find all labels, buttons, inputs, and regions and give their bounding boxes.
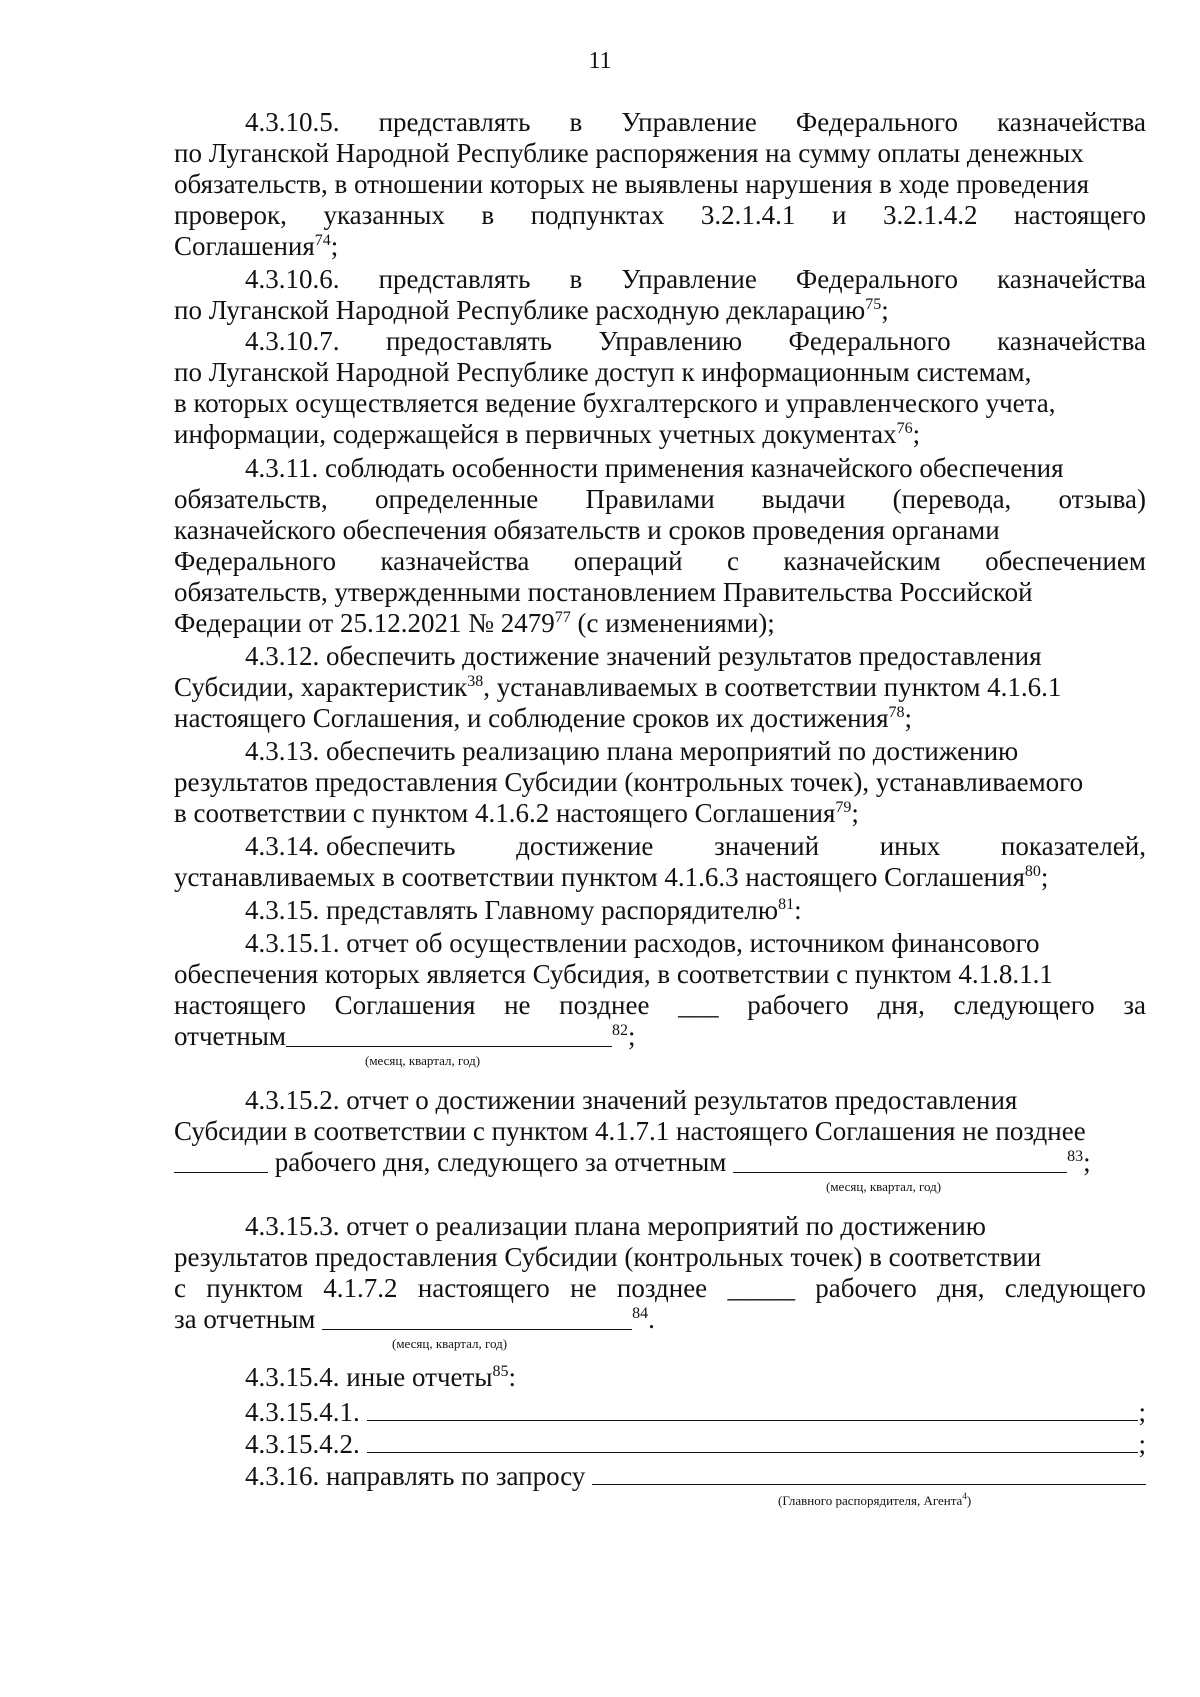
word: настоящего [417, 1273, 550, 1303]
word: следующего [953, 990, 1095, 1020]
p4-3-10-6-line-1 [245, 263, 1146, 295]
p4-3-10-5-line-2: по Луганской Народной Республике распоряжения на сумму оплаты денежных [174, 138, 1084, 168]
word: подпунктах [530, 200, 665, 230]
p4-3-15-3-line-2: результатов предоставления Субсидии (контрольных точек) в соответствии [174, 1242, 1042, 1272]
text: в соответствии с пунктом 4.1.6.2 настоящего Соглашения [174, 798, 836, 828]
text: ; [627, 1021, 636, 1051]
p4-3-10-5-line-5 [174, 230, 1146, 262]
word: представлять [378, 264, 531, 294]
text: ; [881, 295, 889, 325]
word: не [504, 990, 531, 1020]
text: ; [912, 419, 921, 449]
word: позднее [559, 990, 650, 1020]
word: 4.3.14. обеспечить [245, 831, 456, 861]
word: операций [573, 546, 683, 576]
recipient-blank-field[interactable] [592, 1460, 1146, 1485]
footnote-ref: 85 [492, 1363, 509, 1380]
p4-3-10-5-line-4 [174, 199, 1146, 231]
footnote-ref: 76 [896, 420, 913, 437]
word: отзыва) [1058, 484, 1146, 514]
text: ; [1138, 1397, 1146, 1427]
field-caption [778, 1493, 971, 1509]
p4-3-15-4-line-1 [245, 1361, 1146, 1393]
word: проверок, [174, 200, 287, 230]
text: информации, содержащейся в первичных учетных документах [174, 419, 897, 449]
text: Федерации от 25.12.2021 № 2479 [174, 608, 555, 638]
footnote-ref: 74 [314, 232, 331, 249]
p4-3-15-2-line-2: Субсидии в соответствии с пунктом 4.1.7.1 настоящего Соглашения не позднее [174, 1116, 1086, 1146]
footnote-ref: 81 [778, 896, 795, 913]
p4-3-15-4-1-line [245, 1396, 1146, 1428]
paragraph-number: 4.3.10.7. [245, 326, 340, 356]
word: с [174, 1273, 186, 1303]
text: 4.3.15. представлять Главному распорядителю [245, 895, 779, 925]
word: значений [714, 831, 820, 861]
other-report-1-field[interactable] [367, 1396, 1139, 1421]
p4-3-15-1-line-1: 4.3.15.1. отчет об осуществлении расходов, источником финансового [245, 928, 1040, 958]
p4-3-12-line-1: 4.3.12. обеспечить достижение значений результатов предоставления [245, 641, 1042, 671]
blank-field[interactable]: _____ [727, 1273, 795, 1303]
word: Управление [621, 264, 757, 294]
text: 4.3.15.4.1. [245, 1397, 360, 1427]
p4-3-10-5-line-3: обязательств, в отношении которых не выявлены нарушения в ходе проведения [174, 169, 1089, 199]
p4-3-10-7-line-3: в которых осуществляется ведение бухгалтерского и управленческого учета, [174, 388, 1056, 418]
p4-3-10-5-line-1 [245, 106, 1146, 138]
p4-3-15-3-line-4 [174, 1303, 1146, 1335]
word: позднее [616, 1273, 708, 1303]
text: , устанавливаемых в соответствии пунктом 4.1.6.1 [483, 672, 1062, 702]
text: Субсидии, характеристик [174, 672, 468, 702]
text: : [794, 895, 802, 925]
word: Федерального [795, 264, 958, 294]
text: Соглашения [174, 231, 315, 261]
p4-3-11-line-1: 4.3.11. соблюдать особенности применения казначейского обеспечения [245, 453, 1064, 483]
word: казначейства [997, 326, 1146, 356]
p4-3-15-3-line-3 [174, 1272, 1146, 1304]
p4-3-15-4-2-line [245, 1428, 1146, 1460]
word: показателей, [1000, 831, 1146, 861]
text: отчетным [174, 1021, 286, 1051]
word: 3.2.1.4.1 [700, 200, 796, 230]
word: иных [879, 831, 941, 861]
period-blank-field[interactable] [733, 1148, 1067, 1173]
word: Управлению [598, 326, 743, 356]
text: настоящего Соглашения, и соблюдение сроков их достижения [174, 703, 889, 733]
text: ; [851, 798, 859, 828]
word: дня, [877, 990, 925, 1020]
p4-3-15-line-1 [245, 894, 1146, 926]
word: за [1123, 990, 1146, 1020]
p4-3-15-1-line-4 [174, 1020, 1146, 1052]
word: настоящего [174, 990, 306, 1020]
p4-3-15-2-line-3 [174, 1146, 1146, 1178]
text: по Луганской Народной Республике расходную декларацию [174, 295, 866, 325]
p4-3-12-line-3 [174, 702, 1146, 734]
word: Федерального [795, 107, 958, 137]
p4-3-12-line-2 [174, 671, 1146, 703]
word: Правилами [585, 484, 715, 514]
footnote-ref: 83 [1067, 1148, 1084, 1165]
footnote-ref: 38 [467, 673, 484, 690]
word: настоящего [1014, 200, 1146, 230]
text: ; [1083, 1147, 1091, 1177]
word: дня, [937, 1273, 985, 1303]
footnote-ref: 77 [554, 609, 571, 626]
text: 4.3.16. направлять по запросу [245, 1461, 586, 1491]
word: казначейства [997, 264, 1146, 294]
word: рабочего [815, 1273, 917, 1303]
p4-3-14-line-2 [174, 861, 1146, 893]
p4-3-11-line-2 [174, 483, 1146, 515]
period-blank-field[interactable] [322, 1305, 632, 1330]
text: (с изменениями); [570, 608, 775, 638]
word: и [831, 200, 847, 230]
word: рабочего [747, 990, 849, 1020]
p4-3-11-line-3: казначейского обеспечения обязательств и сроков проведения органами [174, 515, 1000, 545]
footnote-ref: 82 [611, 1022, 628, 1039]
p4-3-11-line-4 [174, 545, 1146, 577]
p4-3-15-1-line-3 [174, 989, 1146, 1021]
word: казначейства [380, 546, 530, 576]
word: достижение [516, 831, 654, 861]
blank-field[interactable]: ___ [678, 990, 719, 1020]
p4-3-10-7-line-1 [245, 325, 1146, 357]
p4-3-13-line-3 [174, 797, 1146, 829]
p4-3-11-line-5: обязательств, утвержденными постановлением Правительства Российской [174, 577, 1033, 607]
p4-3-10-7-line-4 [174, 418, 1146, 450]
word: обеспечением [985, 546, 1146, 576]
field-caption: (месяц, квартал, год) [365, 1053, 481, 1068]
p4-3-15-1-line-2: обеспечения которых является Субсидия, в соответствии с пунктом 4.1.8.1.1 [174, 959, 1053, 989]
word: 4.1.7.2 [323, 1273, 398, 1303]
p4-3-13-line-2: результатов предоставления Субсидии (контрольных точек), устанавливаемого [174, 767, 1084, 797]
word: Соглашения [334, 990, 476, 1020]
word: Федерального [174, 546, 337, 576]
text: : [508, 1362, 516, 1392]
days-blank-field[interactable] [174, 1148, 268, 1173]
text: устанавливаемых в соответствии пунктом 4.1.6.3 настоящего Соглашения [174, 862, 1025, 892]
p4-3-14-line-1 [245, 830, 1146, 862]
text: ; [1138, 1429, 1146, 1459]
word: обязательств, [174, 484, 328, 514]
footnote-ref: 75 [865, 296, 882, 313]
field-caption: (месяц, квартал, год) [392, 1336, 508, 1351]
footnote-ref: 80 [1024, 863, 1041, 880]
paragraph-number: 4.3.10.5. [245, 107, 340, 137]
other-report-2-field[interactable] [367, 1428, 1139, 1453]
word: представлять [378, 107, 531, 137]
word: следующего [1004, 1273, 1146, 1303]
text: ; [904, 703, 913, 733]
paragraph-number: 4.3.10.6. [245, 264, 340, 294]
word: указанных [323, 200, 445, 230]
word: казначейства [997, 107, 1146, 137]
period-blank-field[interactable] [286, 1022, 612, 1047]
word: казначейским [783, 546, 941, 576]
p4-3-11-line-6 [174, 607, 1146, 639]
word: в [569, 264, 583, 294]
word: (перевода, [892, 484, 1012, 514]
text: 4.3.15.4. иные отчеты [245, 1362, 493, 1392]
p4-3-10-7-line-2: по Луганской Народной Республике доступ к информационным системам, [174, 357, 1032, 387]
text: . [648, 1304, 655, 1334]
text: ; [330, 231, 339, 261]
word: в [569, 107, 583, 137]
page-number: 11 [588, 48, 612, 74]
word: Управление [621, 107, 757, 137]
word: 3.2.1.4.2 [882, 200, 978, 230]
word: определенные [375, 484, 539, 514]
text: за отчетным [174, 1304, 316, 1334]
field-caption: (месяц, квартал, год) [826, 1179, 942, 1194]
word: выдачи [761, 484, 846, 514]
p4-3-15-2-line-1: 4.3.15.2. отчет о достижении значений результатов предоставления [245, 1085, 1018, 1115]
text: 4.3.15.4.2. [245, 1429, 360, 1459]
footnote-ref: 79 [835, 799, 852, 816]
word: с [726, 546, 739, 576]
p4-3-13-line-1: 4.3.13. обеспечить реализацию плана мероприятий по достижению [245, 736, 1019, 766]
footnote-ref: 84 [632, 1305, 649, 1322]
text: (Главного распорядителя, Агента [778, 1493, 963, 1508]
word: пунктом [206, 1273, 303, 1303]
text: ) [966, 1493, 972, 1508]
p4-3-10-6-line-2 [174, 294, 1146, 326]
footnote-ref: 78 [888, 704, 905, 721]
text: ; [1040, 862, 1049, 892]
word: не [570, 1273, 597, 1303]
p4-3-15-3-line-1: 4.3.15.3. отчет о реализации плана мероприятий по достижению [245, 1211, 986, 1241]
word: предоставлять [385, 326, 552, 356]
word: Федерального [788, 326, 951, 356]
footnote-ref: 4 [962, 1491, 967, 1501]
word: в [481, 200, 495, 230]
text: рабочего дня, следующего за отчетным [274, 1147, 727, 1177]
p4-3-16-line [245, 1460, 1146, 1492]
